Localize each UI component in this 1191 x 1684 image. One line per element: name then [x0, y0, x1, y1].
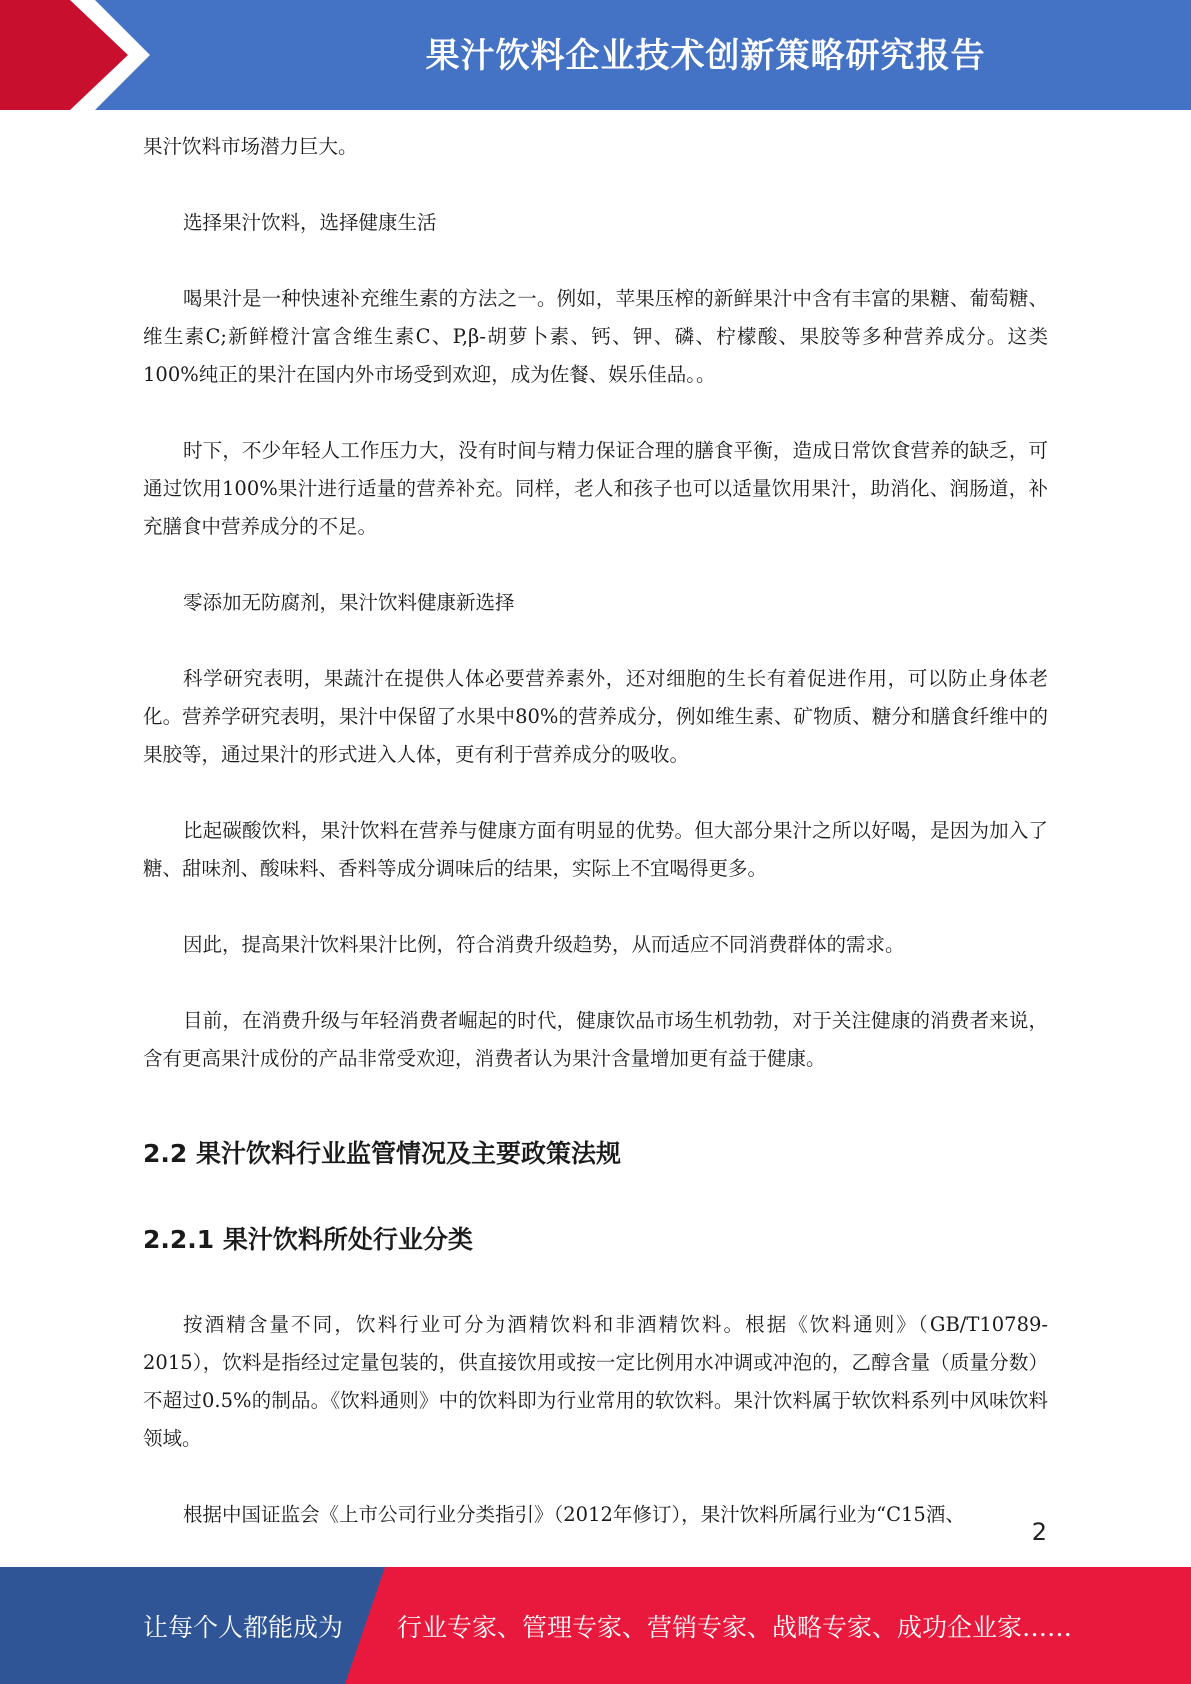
paragraph: 零添加无防腐剂，果汁饮料健康新选择 — [183, 591, 515, 614]
paragraph: 科学研究表明，果蔬汁在提供人体必要营养素外，还对细胞的生长有着促进作用，可以防止身体老化。营养学研究表明，果汁中保留了水果中80%的营养成分，例如维生素、矿物质、糖分和膳食纤维中的果胶等，通过果汁的形式进入人体，更有利于营养成分的吸收。 — [143, 667, 1048, 766]
paragraph: 选择果汁饮料，选择健康生活 — [183, 211, 437, 234]
page-header — [0, 0, 1191, 110]
paragraph: 目前，在消费升级与年轻消费者崛起的时代，健康饮品市场生机勃勃，对于关注健康的消费者来说，含有更高果汁成份的产品非常受欢迎，消费者认为果汁含量增加更有益于健康。 — [143, 1009, 1048, 1070]
paragraph: 按酒精含量不同，饮料行业可分为酒精饮料和非酒精饮料。根据《饮料通则》（GB/T10789-2015），饮料是指经过定量包装的，供直接饮用或按一定比例用水冲调或冲泡的，乙醇含量（质量分数）不超过0.5%的制品。《饮料通则》中的饮料即为行业常用的软饮料。果汁饮料属于软饮料系列中风味饮料领域。 — [143, 1313, 1048, 1450]
page-number: 2 — [1031, 1518, 1047, 1546]
footer-slogan-left: 让每个人都能成为 — [143, 1612, 344, 1642]
page-footer — [0, 1567, 1191, 1684]
paragraph: 根据中国证监会《上市公司行业分类指引》（2012年修订），果汁饮料所属行业为“C15酒、 — [183, 1503, 965, 1526]
paragraph: 果汁饮料市场潜力巨大。 — [143, 135, 358, 158]
footer-slogan-right: 行业专家、管理专家、营销专家、战略专家、成功企业家…… — [397, 1612, 1073, 1642]
section-heading: 2.2 果汁饮料行业监管情况及主要政策法规 — [143, 1139, 621, 1168]
document-body — [143, 128, 1048, 1534]
subsection-heading: 2.2.1 果汁饮料所处行业分类 — [143, 1225, 473, 1254]
paragraph: 时下，不少年轻人工作压力大，没有时间与精力保证合理的膳食平衡，造成日常饮食营养的缺乏，可通过饮用100%果汁进行适量的营养补充。同样，老人和孩子也可以适量饮用果汁，助消化、润肠道，补充膳食中营养成分的不足。 — [143, 439, 1048, 538]
paragraph: 喝果汁是一种快速补充维生素的方法之一。例如，苹果压榨的新鲜果汁中含有丰富的果糖、葡萄糖、维生素C;新鲜橙汁富含维生素C、P,β-胡萝卜素、钙、钾、磷、柠檬酸、果胶等多种营养成分。这类100%纯正的果汁在国内外市场受到欢迎，成为佐餐、娱乐佳品。。 — [143, 287, 1048, 386]
header-title: 果汁饮料企业技术创新策略研究报告 — [425, 35, 986, 76]
chevron-logo-icon — [0, 0, 160, 110]
paragraph: 比起碳酸饮料，果汁饮料在营养与健康方面有明显的优势。但大部分果汁之所以好喝，是因为加入了糖、甜味剂、酸味料、香料等成分调味后的结果，实际上不宜喝得更多。 — [143, 819, 1048, 880]
paragraph: 因此，提高果汁饮料果汁比例，符合消费升级趋势，从而适应不同消费群体的需求。 — [183, 933, 905, 956]
